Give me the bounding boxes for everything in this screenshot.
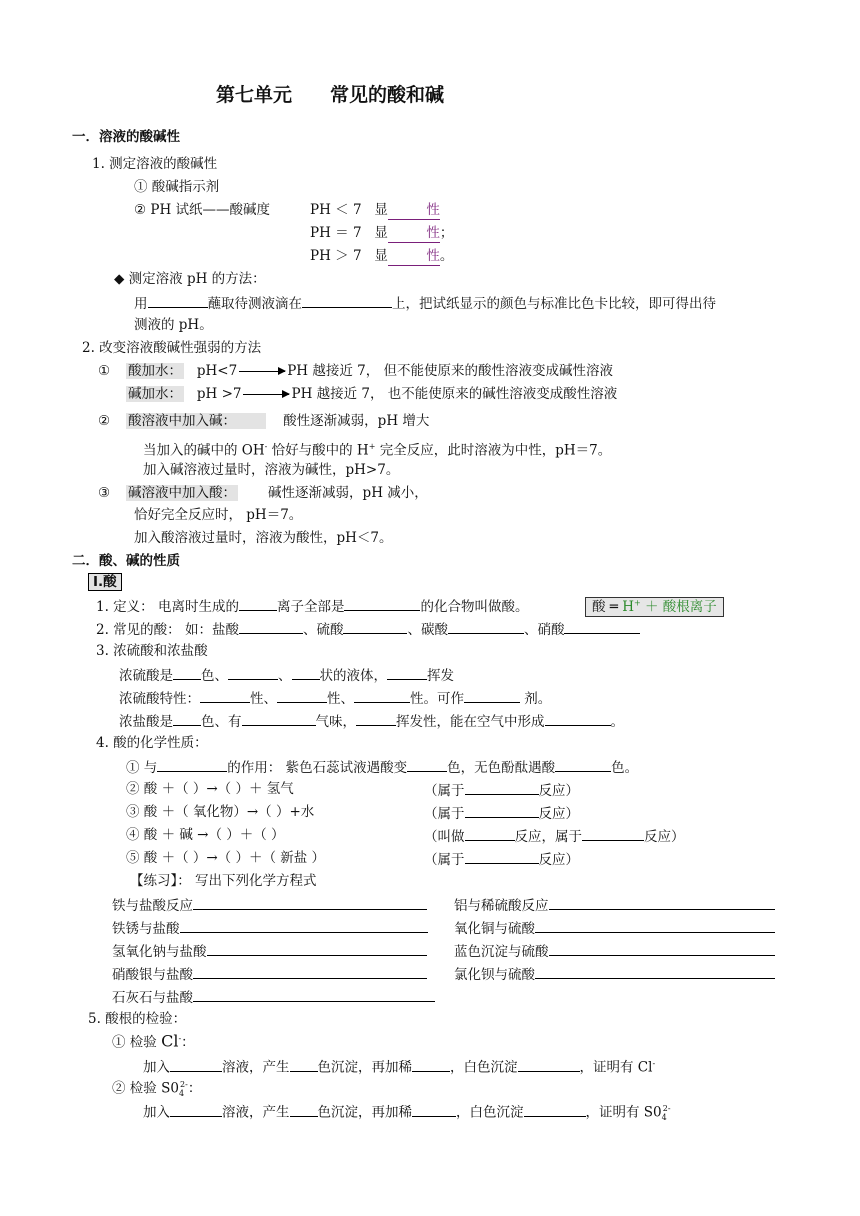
exercise-left-1: 铁与盐酸反应 — [112, 895, 427, 915]
section-heading-1: 一．溶液的酸碱性 — [72, 129, 180, 145]
conc-hydrochloric: 浓盐酸是 色、有 气味， 挥发性，能在空气中形成 。 — [119, 711, 624, 731]
prop-1: ① 与 的作用： 紫色石蕊试液遇酸变 色，无色酚酞遇酸 色。 — [126, 757, 638, 777]
indicator-item: ① 酸碱指示剂 — [134, 179, 220, 195]
ph-method-title: ◆ 测定溶液 pH 的方法： — [114, 271, 266, 287]
exercise-left-5: 石灰石与盐酸 — [112, 987, 435, 1007]
exercise-right-3: 蓝色沉淀与硫酸 — [454, 941, 775, 961]
exercise-right-1: 铝与稀硫酸反应 — [454, 895, 775, 915]
acid-water-row: 酸加水： pH<7 PH 越接近 7， 但不能使原来的酸性溶液变成碱性溶液 — [128, 363, 614, 379]
circle-3: ③ — [98, 485, 111, 501]
conc-sulfuric-1: 浓硫酸是 色、 、 状的液体， 挥发 — [119, 665, 454, 685]
arrow-icon — [239, 371, 285, 372]
prop-4: ④ 酸 ＋ 碱 →（ ）＋（ ） — [126, 827, 285, 843]
circle-1: ① — [98, 363, 111, 379]
sulfate-test-line: 加入 溶液，产生 色沉淀，再加稀 ，白色沉淀 ，证明有 $S0_4^{2-}$ — [143, 1100, 671, 1127]
prop-3: ③ 酸 ＋（ 氧化物）→（ ）+水 — [126, 804, 315, 820]
ph-row-base: PH ＞ 7 显 性。 — [310, 248, 454, 264]
section-heading-2: 二．酸、碱的性质 — [72, 553, 180, 569]
conc-sulfuric-2: 浓硫酸特性： 性、 性、 性。可作 剂。 — [119, 688, 551, 708]
acid-box-label: Ⅰ.酸 — [88, 573, 122, 591]
acid-add-base-note-1: 当加入的碱中的 OH- 恰好与酸中的 H+ 完全反应，此时溶液为中性，pH＝7。 — [143, 442, 612, 459]
prop-2-type: （属于 反应） — [424, 780, 579, 800]
acid-formula-box: 酸 ═ H+ ＋ 酸根离子 — [585, 594, 724, 616]
circle-2: ② — [98, 413, 111, 429]
acid-add-base-row: 酸溶液中加入碱： 酸性逐渐减弱，pH 增大 — [128, 413, 430, 429]
ph-row-neutral: PH ＝ 7 显 性； — [310, 225, 454, 241]
chloride-test-title: ① 检验 Cl-： — [112, 1031, 195, 1051]
arrow-icon — [243, 394, 289, 395]
chloride-test-line: 加入 溶液，产生 色沉淀，再加稀 ，白色沉淀 ，证明有 Cl- — [143, 1055, 655, 1077]
acid-radical-test-title: 5. 酸根的检验： — [88, 1011, 187, 1027]
prop-4-type: （叫做 反应，属于 反应） — [424, 826, 685, 846]
exercise-left-2: 铁锈与盐酸 — [112, 918, 428, 938]
ph-paper-item: ② PH 试纸——酸碱度 — [134, 202, 271, 218]
exercise-title: 【练习】： 写出下列化学方程式 — [130, 873, 317, 889]
prop-5: ⑤ 酸 ＋（ ）→（ ）＋（ 新盐 ） — [126, 850, 326, 866]
ph-method-text: 用 蘸取待测液滴在 上，把试纸显示的颜色与标准比色卡比较，即可得出待 — [134, 293, 716, 313]
page-title: 第七单元 常见的酸和碱 — [216, 84, 445, 106]
base-add-acid-row: 碱溶液中加入酸： 碱性逐渐减弱，pH 减小， — [128, 485, 428, 501]
prop-3-type: （属于 反应） — [424, 803, 579, 823]
acid-definition: 1. 定义： 电离时生成的 离子全部是 的化合物叫做酸。 — [96, 596, 528, 616]
common-acids: 2. 常见的酸： 如：盐酸 、硫酸 、碳酸 、硝酸 — [96, 619, 640, 639]
subsection-1: 1. 测定溶液的酸碱性 — [92, 156, 218, 172]
sulfate-test-title: ② 检验 $S0_4^{2-}$： — [112, 1080, 202, 1099]
subsection-2: 2. 改变溶液酸碱性强弱的方法 — [82, 340, 262, 356]
base-add-acid-note-1: 恰好完全反应时， pH＝7。 — [134, 507, 303, 523]
prop-2: ② 酸 ＋（ ）→（ ）＋ 氢气 — [126, 781, 294, 797]
conc-acids-title: 3. 浓硫酸和浓盐酸 — [96, 643, 208, 659]
base-water-row: 碱加水： pH >7 PH 越接近 7， 也不能使原来的碱性溶液变成酸性溶液 — [128, 386, 618, 402]
prop-5-type: （属于 反应） — [424, 849, 579, 869]
exercise-left-4: 硝酸银与盐酸 — [112, 964, 427, 984]
acid-add-base-note-2: 加入碱溶液过量时，溶液为碱性，pH>7。 — [143, 462, 400, 478]
exercise-left-3: 氢氧化钠与盐酸 — [112, 941, 427, 961]
acid-chem-props: 4. 酸的化学性质： — [96, 735, 208, 751]
exercise-right-2: 氧化铜与硫酸 — [454, 918, 775, 938]
exercise-right-4: 氯化钡与硫酸 — [454, 964, 775, 984]
base-add-acid-note-2: 加入酸溶液过量时，溶液为酸性，pH＜7。 — [134, 530, 393, 546]
ph-method-text-2: 测液的 pH。 — [134, 317, 213, 333]
ph-row-acid: PH ＜ 7 显 性 — [310, 202, 440, 218]
